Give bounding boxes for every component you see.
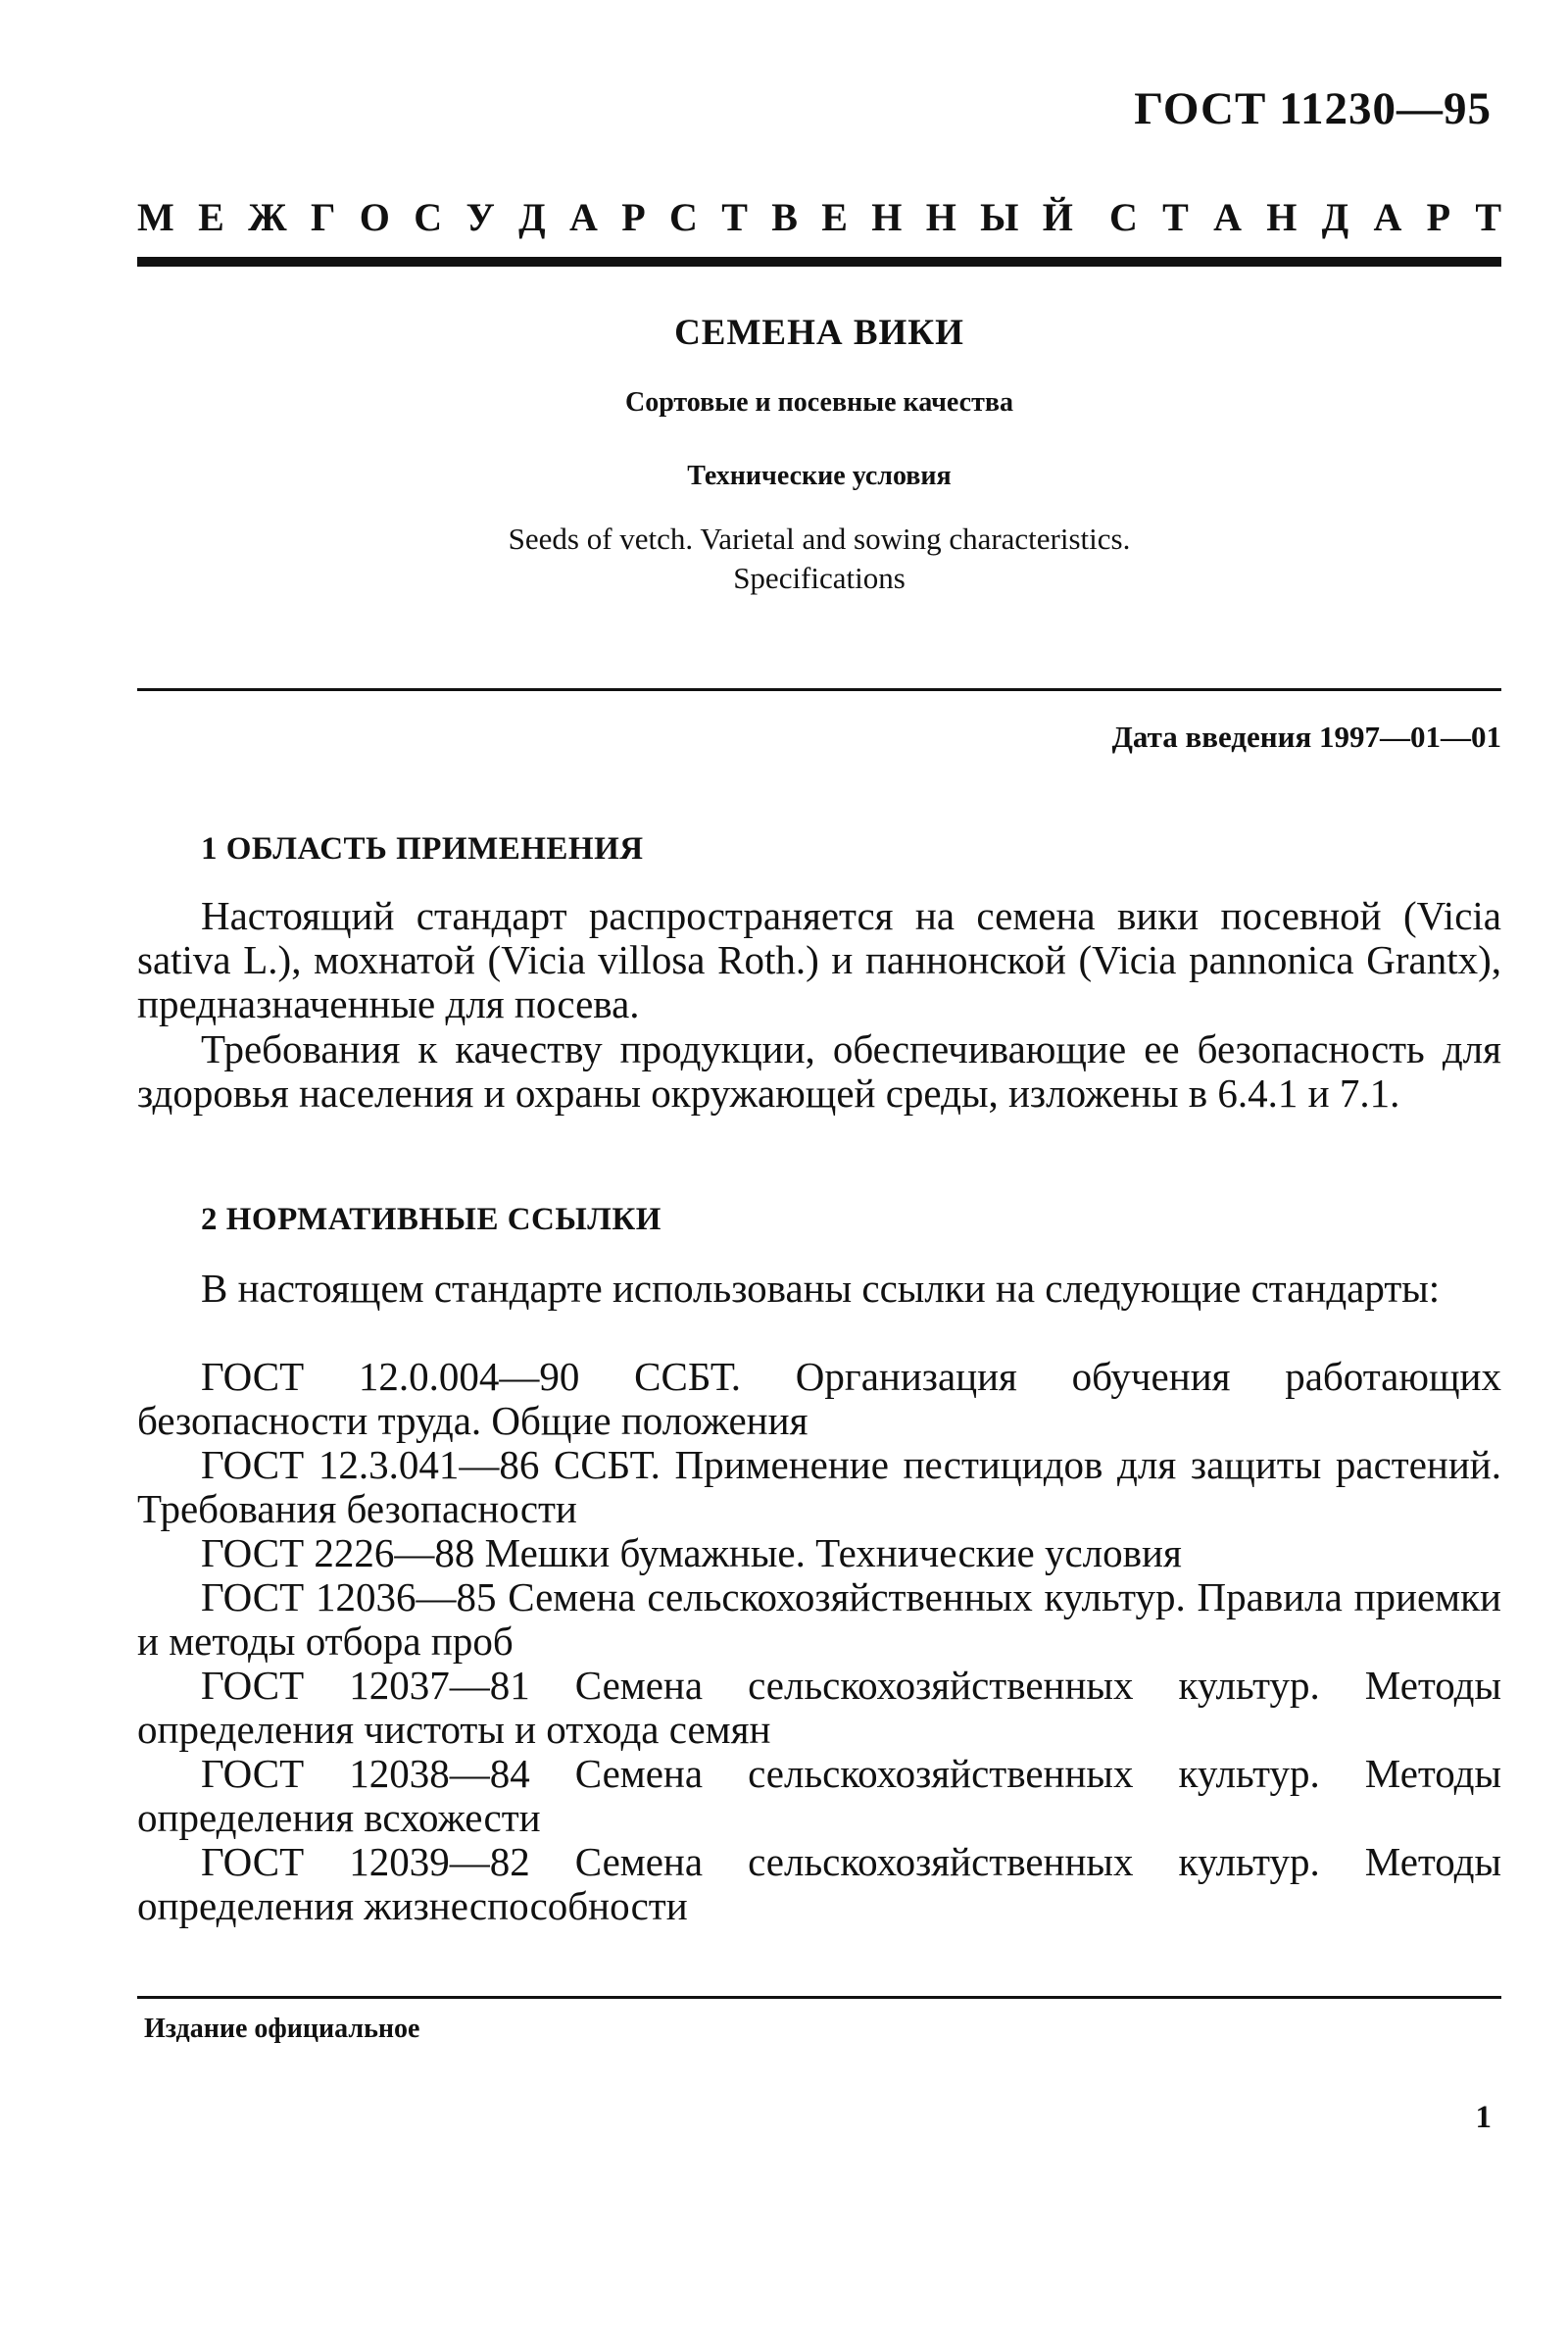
- english-title: [137, 520, 1501, 598]
- date-rule: [137, 688, 1501, 691]
- section-heading-scope: 1 ОБЛАСТЬ ПРИМЕНЕНИЯ: [201, 831, 644, 867]
- reference-item: ГОСТ 2226—88 Мешки бумажные. Технические условия: [201, 1530, 1182, 1575]
- references-list: [137, 1355, 1501, 1928]
- page-number: 1: [1475, 2100, 1492, 2135]
- standard-type-word2: С Т А Н Д А Р Т: [1109, 195, 1501, 239]
- reference-item: ГОСТ 12.0.004—90 ССБТ. Организация обучения работающих безопасности труда. Общие положения: [137, 1354, 1501, 1443]
- reference-item: ГОСТ 12038—84 Семена сельскохозяйственных культур. Методы определения всхожести: [137, 1751, 1501, 1840]
- english-title-line2: Specifications: [733, 561, 906, 595]
- safety-paragraph: Требования к качеству продукции, обеспечивающие ее безопасность для здоровья населения и охраны окружающей среды, изложены в 6.4.1 и 7.1.: [137, 1026, 1501, 1116]
- standard-type-word1: М Е Ж Г О С У Д А Р С Т В Е Н Н Ы Й: [137, 195, 1073, 239]
- scope-paragraph: Настоящий стандарт распространяется на семена вики посевной (Vicia sativa L.), мохнатой (Vicia villosa Roth.) и паннонской (Vicia pannonica Grantx), предназначенные для посева.: [137, 893, 1501, 1026]
- reference-item: ГОСТ 12039—82 Семена сельскохозяйственных культур. Методы определения жизнеспособности: [137, 1839, 1501, 1928]
- reference-item: ГОСТ 12.3.041—86 ССБТ. Применение пестицидов для защиты растений. Требования безопасности: [137, 1442, 1501, 1531]
- document-subtitle-technical: Технические условия: [687, 461, 952, 491]
- english-title-line1: Seeds of vetch. Varietal and sowing characteristics.: [508, 522, 1131, 556]
- standard-type-heading: [137, 194, 1501, 240]
- footer-rule: [137, 1996, 1501, 1999]
- gost-number: ГОСТ 11230—95: [1134, 83, 1492, 134]
- document-title: СЕМЕНА ВИКИ: [674, 313, 964, 353]
- document-subtitle: Сортовые и посевные качества: [625, 387, 1013, 418]
- official-edition-label: Издание официальное: [144, 2014, 420, 2044]
- reference-item: ГОСТ 12037—81 Семена сельскохозяйственных культур. Методы определения чистоты и отхода семян: [137, 1663, 1501, 1752]
- introduction-date: Дата введения 1997—01—01: [1111, 720, 1501, 754]
- reference-item: ГОСТ 12036—85 Семена сельскохозяйственных культур. Правила приемки и методы отбора проб: [137, 1574, 1501, 1664]
- header-rule: [137, 257, 1501, 267]
- section-heading-references: 2 НОРМАТИВНЫЕ ССЫЛКИ: [201, 1202, 662, 1237]
- references-intro: В настоящем стандарте использованы ссылки на следующие стандарты:: [201, 1266, 1441, 1311]
